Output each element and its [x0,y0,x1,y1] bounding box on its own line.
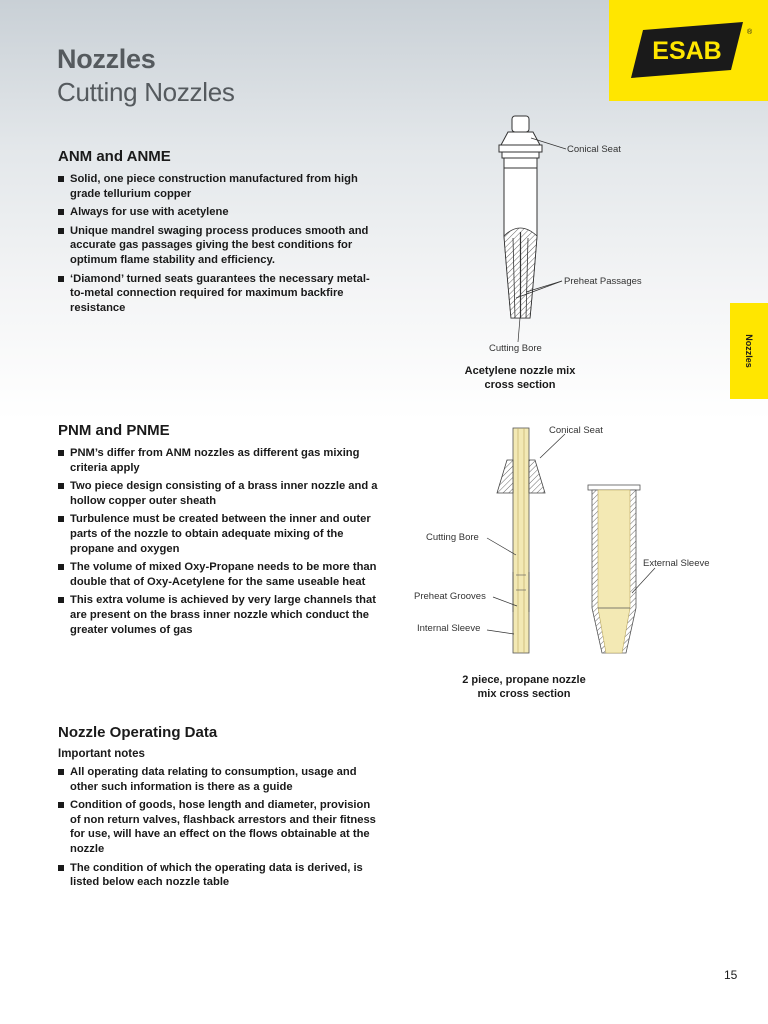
logo-text: ESAB [652,37,722,65]
list-item: Turbulence must be created between the inner and outer parts of the nozzle to obtain adequate mixing of the propane and oxygen [58,512,378,556]
page-subtitle: Cutting Nozzles [57,77,235,107]
list-item: The volume of mixed Oxy-Propane needs to be more than double that of Oxy-Acetylene for the same useable heat [58,560,378,589]
list-item: Condition of goods, hose length and diameter, provision of non return valves, flashback arrestors and their fitness for use, will have an effect on the flows obtainable at the nozzle [58,798,378,856]
section-heading: Nozzle Operating Data [58,724,218,741]
propane-inner-nozzle-drawing [414,425,603,653]
acetylene-caption [430,364,610,392]
list-item: All operating data relating to consumption, usage and other such information is there as a guide [58,765,378,794]
registered-mark: ® [747,29,753,36]
list-item: Two piece design consisting of a brass inner nozzle and a hollow copper outer sheath [58,479,378,508]
caption-line: cross section [484,379,556,391]
section-heading: PNM and PNME [58,422,170,439]
notes-label: Important notes [58,748,145,760]
list-item: PNM’s differ from ANM nozzles as different gas mixing criteria apply [58,446,378,475]
list-item: Unique mandrel swaging process produces smooth and accurate gas passages giving the best conditions for optimum flame stability and efficiency. [58,224,378,268]
list-item: ‘Diamond’ turned seats guarantees the necessary metal-to-metal connection required for maximum backfire resistance [58,272,378,316]
label-conical-seat: Conical Seat [567,144,621,155]
section-heading: ANM and ANME [58,148,171,165]
label-conical-seat: Conical Seat [549,425,603,436]
list-item: This extra volume is achieved by very large channels that are present on the brass inner nozzle which conduct the greater volumes of gas [58,593,378,637]
label-cutting-bore: Cutting Bore [489,343,542,354]
label-internal-sleeve: Internal Sleeve [417,623,481,634]
label-preheat-passages: Preheat Passages [564,276,642,287]
caption-line: mix cross section [477,688,571,700]
propane-external-sleeve-drawing [588,485,710,653]
acetylene-nozzle-drawing [489,116,642,354]
label-cutting-bore: Cutting Bore [426,532,479,543]
label-external-sleeve: External Sleeve [643,558,710,569]
page-title: Nozzles [57,44,156,74]
label-preheat-grooves: Preheat Grooves [414,591,486,602]
list-item: Solid, one piece construction manufactured from high grade tellurium copper [58,172,378,201]
list-item: Always for use with acetylene [58,205,378,220]
side-tab-label: Nozzles [744,334,754,368]
caption-line: Acetylene nozzle mix [464,365,576,377]
propane-caption [424,673,624,701]
list-item: The condition of which the operating data is derived, is listed below each nozzle table [58,861,378,890]
page-number: 15 [724,968,738,982]
caption-line: 2 piece, propane nozzle [462,674,586,686]
